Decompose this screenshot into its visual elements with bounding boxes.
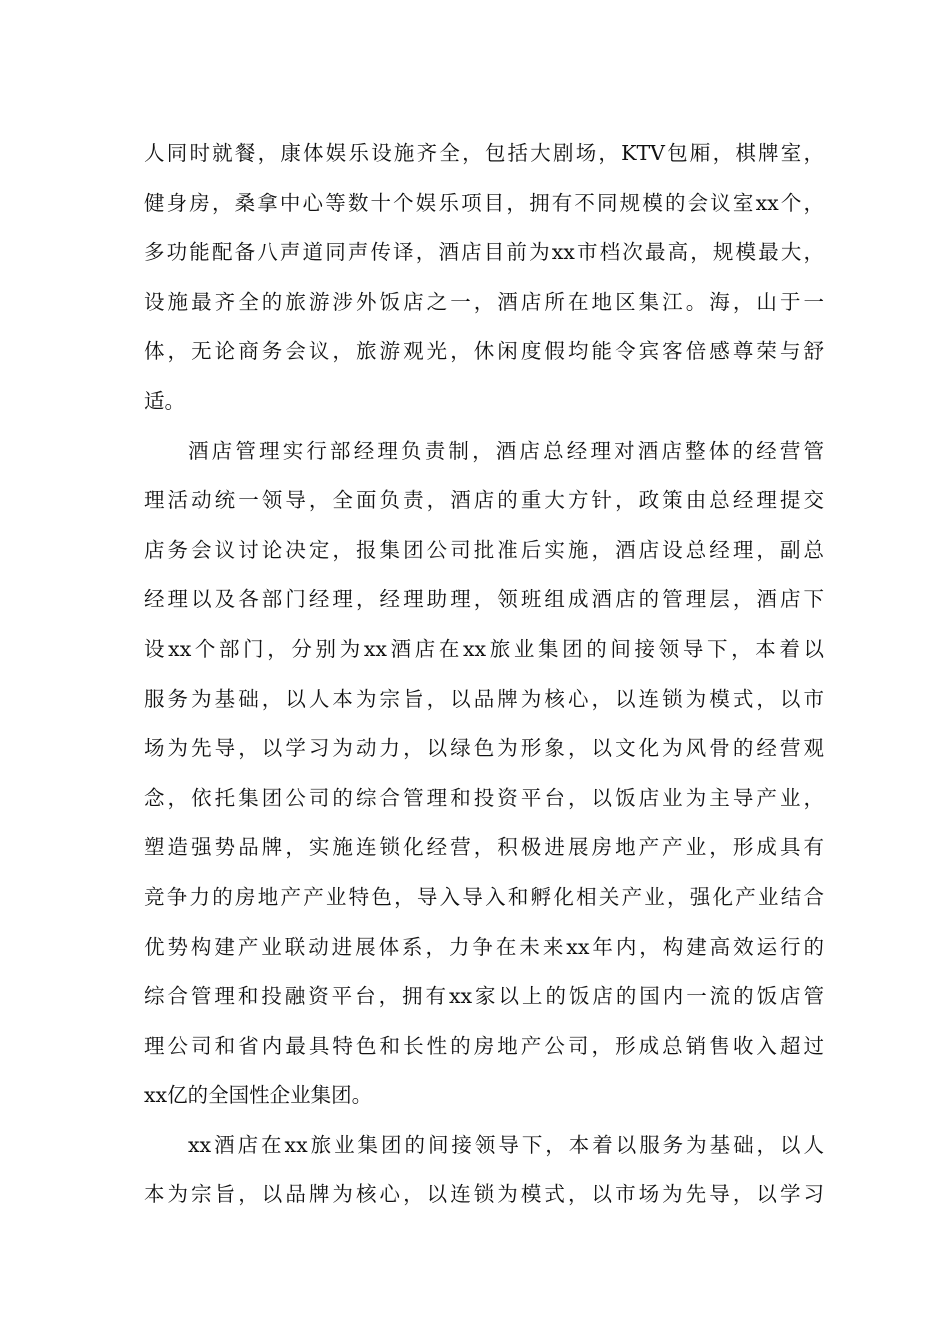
paragraph-1-line-2: 健身房，桑拿中心等数十个娱乐项目，拥有不同规模的会议室xx个， bbox=[144, 190, 824, 215]
paragraph-1-line-1: 人同时就餐，康体娱乐设施齐全，包括大剧场，KTV包厢，棋牌室， bbox=[144, 141, 824, 165]
paragraph-3-line-2: 本为宗旨，以品牌为核心，以连锁为模式，以市场为先导，以学习 bbox=[144, 1182, 824, 1207]
paragraph-2-line-6: 服务为基础，以人本为宗旨，以品牌为核心，以连锁为模式，以市 bbox=[144, 686, 824, 711]
paragraph-2-line-7: 场为先导，以学习为动力，以绿色为形象，以文化为风骨的经营观 bbox=[144, 736, 824, 761]
paragraph-2-line-2: 理活动统一领导，全面负责，酒店的重大方针，政策由总经理提交 bbox=[144, 488, 824, 513]
paragraph-2-line-13: 理公司和省内最具特色和长性的房地产公司，形成总销售收入超过 bbox=[144, 1033, 824, 1058]
paragraph-2-line-4: 经理以及各部门经理，经理助理，领班组成酒店的管理层，酒店下 bbox=[144, 587, 824, 612]
paragraph-2-line-8: 念，依托集团公司的综合管理和投资平台，以饭店业为主导产业， bbox=[144, 785, 824, 810]
document-body bbox=[144, 129, 824, 1220]
paragraph-2-line-3: 店务会议讨论决定，报集团公司批准后实施，酒店设总经理，副总 bbox=[144, 537, 824, 562]
paragraph-2-line-14: xx亿的全国性企业集团。 bbox=[144, 1083, 373, 1108]
paragraph-2-line-9: 塑造强势品牌，实施连锁化经营，积极进展房地产产业，形成具有 bbox=[144, 835, 824, 860]
paragraph-1-line-5: 体，无论商务会议，旅游观光，休闲度假均能令宾客倍感尊荣与舒 bbox=[144, 339, 824, 364]
paragraph-2-line-10: 竞争力的房地产产业特色，导入导入和孵化相关产业，强化产业结合 bbox=[144, 884, 824, 909]
paragraph-2-line-11: 优势构建产业联动进展体系，力争在未来xx年内，构建高效运行的 bbox=[144, 934, 824, 959]
paragraph-2-line-1: 酒店管理实行部经理负责制，酒店总经理对酒店整体的经营管 bbox=[188, 438, 824, 463]
paragraph-3-line-1: xx酒店在xx旅业集团的间接领导下，本着以服务为基础，以人 bbox=[188, 1132, 824, 1157]
paragraph-2-line-12: 综合管理和投融资平台，拥有xx家以上的饭店的国内一流的饭店管 bbox=[144, 984, 824, 1009]
paragraph-1-line-6: 适。 bbox=[144, 388, 185, 413]
paragraph-1-line-3: 多功能配备八声道同声传译，酒店目前为xx市档次最高，规模最大， bbox=[144, 240, 824, 265]
paragraph-1-line-4: 设施最齐全的旅游涉外饭店之一，酒店所在地区集江。海，山于一 bbox=[144, 289, 824, 314]
paragraph-2-line-5: 设xx个部门，分别为xx酒店在xx旅业集团的间接领导下，本着以 bbox=[144, 636, 824, 661]
